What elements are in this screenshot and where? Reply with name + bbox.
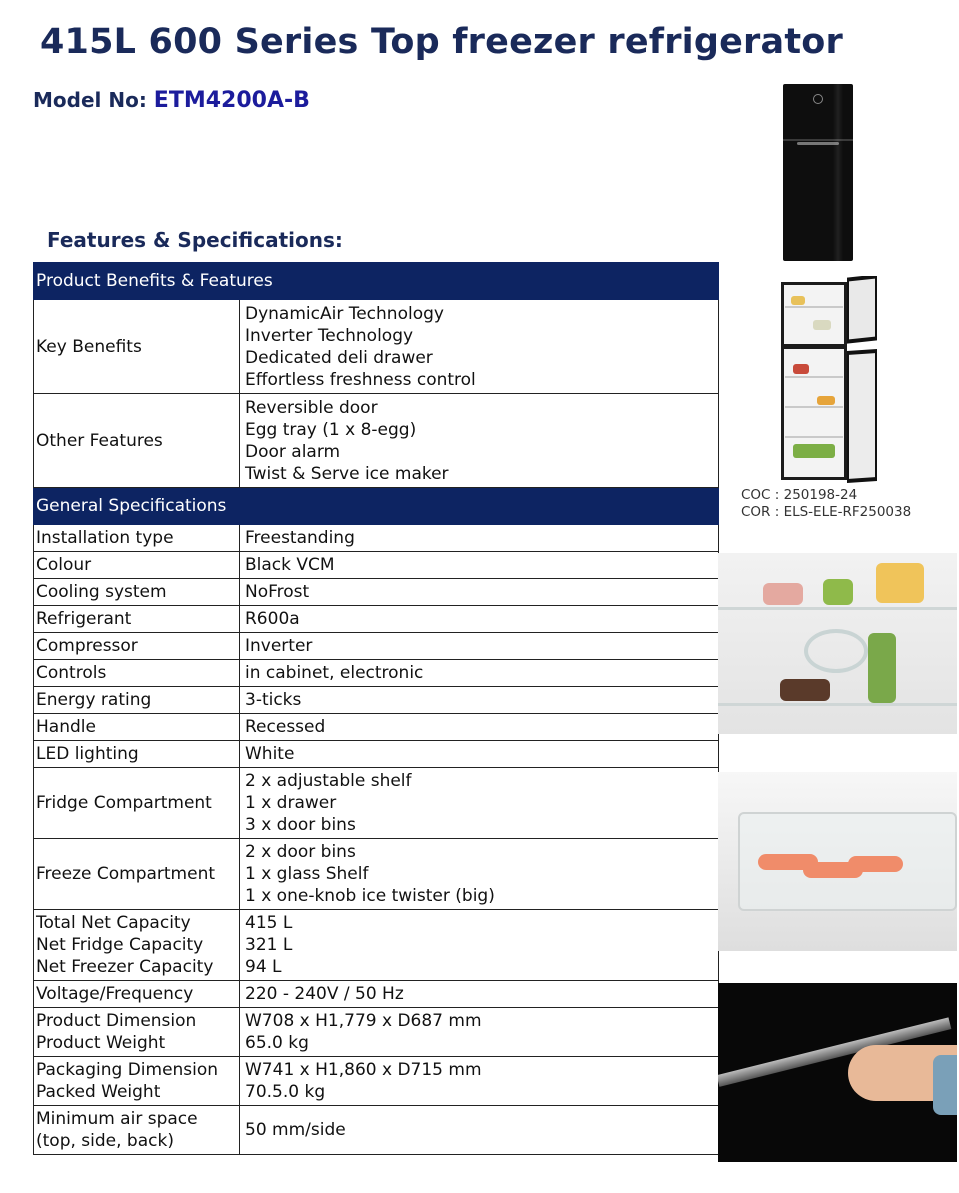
certification-info	[741, 487, 911, 521]
model-value: ETM4200A-B	[153, 88, 310, 113]
spec-label	[34, 714, 240, 741]
spec-label-line: Energy rating	[36, 690, 152, 710]
spec-value	[240, 394, 719, 488]
spec-label-line: Installation type	[36, 528, 174, 548]
spec-row	[34, 394, 719, 488]
spec-value-line: Dedicated deli drawer	[245, 347, 433, 368]
spec-value-line: DynamicAir Technology	[245, 303, 444, 324]
spec-label-line: Net Freezer Capacity	[36, 957, 214, 977]
spec-row	[34, 714, 719, 741]
spec-label	[34, 300, 240, 394]
shelf	[785, 436, 843, 438]
shelf	[785, 406, 843, 408]
food-item	[817, 396, 835, 405]
spec-value-line: 94 L	[245, 957, 282, 977]
model-label: Model No:	[33, 88, 147, 112]
spec-label	[34, 1106, 240, 1155]
spec-row	[34, 552, 719, 579]
vegetable-drawer	[793, 444, 835, 458]
spec-value	[240, 579, 719, 606]
spec-value-line: Twist & Serve ice maker	[245, 463, 449, 484]
spec-label-line: (top, side, back)	[36, 1131, 174, 1151]
spec-value-line: 2 x adjustable shelf	[245, 771, 412, 791]
spec-value	[240, 1057, 719, 1106]
section-title-benefits: Product Benefits & Features	[34, 263, 719, 300]
spec-table	[33, 262, 719, 1155]
compartment-divider	[781, 344, 847, 349]
spec-label-line: Packed Weight	[36, 1082, 161, 1102]
spec-value-line: 1 x drawer	[245, 793, 337, 813]
shelf	[785, 376, 843, 378]
glass-shelf	[718, 703, 957, 706]
spec-row	[34, 606, 719, 633]
spec-value-line: Black VCM	[245, 555, 335, 575]
spec-row	[34, 981, 719, 1008]
spec-value-line: White	[245, 744, 295, 764]
section-title-general: General Specifications	[34, 488, 719, 525]
spec-value	[240, 1008, 719, 1057]
spec-value	[240, 768, 719, 839]
door-inner	[849, 353, 875, 479]
section-header-benefits	[34, 263, 719, 300]
spec-value-line: Egg tray (1 x 8-egg)	[245, 419, 417, 440]
features-heading: Features & Specifications:	[47, 228, 343, 252]
spec-row	[34, 839, 719, 910]
spec-row	[34, 660, 719, 687]
surface-shine	[833, 84, 843, 261]
spec-label-line: Fridge Compartment	[36, 793, 212, 813]
spec-label	[34, 394, 240, 488]
spec-value	[240, 660, 719, 687]
spec-label-line: Controls	[36, 663, 107, 683]
spec-value-line: Recessed	[245, 717, 326, 737]
spec-label	[34, 981, 240, 1008]
spec-label-line: Product Weight	[36, 1033, 166, 1053]
spec-label-line: LED lighting	[36, 744, 139, 764]
spec-label-line: Colour	[36, 555, 92, 575]
spec-label-line: Refrigerant	[36, 609, 132, 629]
spec-row	[34, 687, 719, 714]
spec-value	[240, 606, 719, 633]
food-item	[793, 364, 809, 374]
food-item	[780, 679, 830, 701]
spec-label-line: Cooling system	[36, 582, 167, 602]
spec-value-line: Freestanding	[245, 528, 355, 548]
spec-label	[34, 525, 240, 552]
spec-value-line: 2 x door bins	[245, 842, 356, 862]
airflow-arrow-icon	[804, 629, 868, 673]
spec-label-line: Packaging Dimension	[36, 1060, 219, 1080]
spec-label-line: Voltage/Frequency	[36, 984, 194, 1004]
spec-value-line: Inverter Technology	[245, 325, 414, 346]
spec-label	[34, 839, 240, 910]
spec-label-line: Product Dimension	[36, 1011, 197, 1031]
spec-table-body	[34, 263, 719, 1155]
food-item	[848, 856, 903, 872]
fridge-front-image	[783, 84, 853, 261]
spec-label-line: Other Features	[36, 430, 163, 451]
page-title: 415L 600 Series Top freezer refrigerator	[40, 22, 843, 62]
spec-label	[34, 687, 240, 714]
spec-row	[34, 300, 719, 394]
spec-value-line: 1 x one-knob ice twister (big)	[245, 886, 495, 906]
food-item	[763, 583, 803, 605]
food-item	[823, 579, 853, 605]
spec-label	[34, 633, 240, 660]
spec-value	[240, 687, 719, 714]
spec-value-line: 3 x door bins	[245, 815, 356, 835]
section-header-general	[34, 488, 719, 525]
spec-value-line: 3-ticks	[245, 690, 302, 710]
spec-value-line: 1 x glass Shelf	[245, 864, 369, 884]
spec-label	[34, 910, 240, 981]
spec-row	[34, 633, 719, 660]
spec-value-line: W741 x H1,860 x D715 mm	[245, 1060, 482, 1080]
spec-value-line: Door alarm	[245, 441, 341, 462]
fridge-open-image	[779, 276, 899, 484]
spec-value-line: 415 L	[245, 913, 293, 933]
spec-value-line: NoFrost	[245, 582, 310, 602]
spec-value-line: Inverter	[245, 636, 313, 656]
spec-row	[34, 768, 719, 839]
fridge-door	[847, 349, 877, 483]
spec-value-line: Reversible door	[245, 397, 378, 418]
brand-logo-icon	[813, 94, 823, 104]
spec-row	[34, 1008, 719, 1057]
sleeve	[933, 1055, 957, 1115]
freezer-door	[847, 276, 877, 344]
food-item	[876, 563, 924, 603]
deli-drawer-photo	[718, 772, 957, 951]
spec-label-line: Freeze Compartment	[36, 864, 216, 884]
spec-value-line: 65.0 kg	[245, 1033, 309, 1053]
spec-value	[240, 839, 719, 910]
spec-label	[34, 768, 240, 839]
spec-value	[240, 981, 719, 1008]
spec-value-line: 220 - 240V / 50 Hz	[245, 984, 404, 1004]
spec-label-line: Minimum air space	[36, 1109, 198, 1129]
spec-value-line: 50 mm/side	[245, 1120, 346, 1140]
spec-row	[34, 525, 719, 552]
spec-value	[240, 552, 719, 579]
spec-value-line: R600a	[245, 609, 300, 629]
glass-shelf	[718, 607, 957, 610]
spec-value	[240, 910, 719, 981]
spec-value	[240, 525, 719, 552]
food-item	[813, 320, 831, 330]
recessed-handle-photo	[718, 983, 957, 1162]
spec-row	[34, 1057, 719, 1106]
shelf	[785, 306, 843, 308]
spec-label-line: Handle	[36, 717, 96, 737]
spec-row	[34, 579, 719, 606]
spec-value-line: 321 L	[245, 935, 293, 955]
spec-label-line: Total Net Capacity	[36, 913, 191, 933]
spec-label	[34, 606, 240, 633]
fridge-interior-photo	[718, 553, 957, 734]
spec-label-line: Net Fridge Capacity	[36, 935, 204, 955]
spec-value	[240, 741, 719, 768]
spec-value	[240, 633, 719, 660]
door-inner	[849, 279, 875, 340]
spec-label	[34, 1008, 240, 1057]
spec-label	[34, 579, 240, 606]
spec-value-line: in cabinet, electronic	[245, 663, 424, 683]
spec-label-line: Compressor	[36, 636, 138, 656]
coc-number: COC : 250198-24	[741, 487, 858, 503]
spec-label	[34, 741, 240, 768]
spec-row	[34, 741, 719, 768]
food-item	[791, 296, 805, 305]
food-item	[868, 633, 896, 703]
spec-label	[34, 552, 240, 579]
spec-label-line: Key Benefits	[36, 336, 142, 357]
spec-label	[34, 660, 240, 687]
spec-value	[240, 1106, 719, 1155]
spec-value	[240, 714, 719, 741]
spec-label	[34, 1057, 240, 1106]
cor-number: COR : ELS-ELE-RF250038	[741, 504, 912, 520]
spec-row	[34, 1106, 719, 1155]
spec-value-line: Effortless freshness control	[245, 369, 476, 390]
spec-value-line: W708 x H1,779 x D687 mm	[245, 1011, 482, 1031]
spec-row	[34, 910, 719, 981]
spec-value	[240, 300, 719, 394]
model-number	[33, 88, 310, 113]
spec-value-line: 70.5.0 kg	[245, 1082, 326, 1102]
